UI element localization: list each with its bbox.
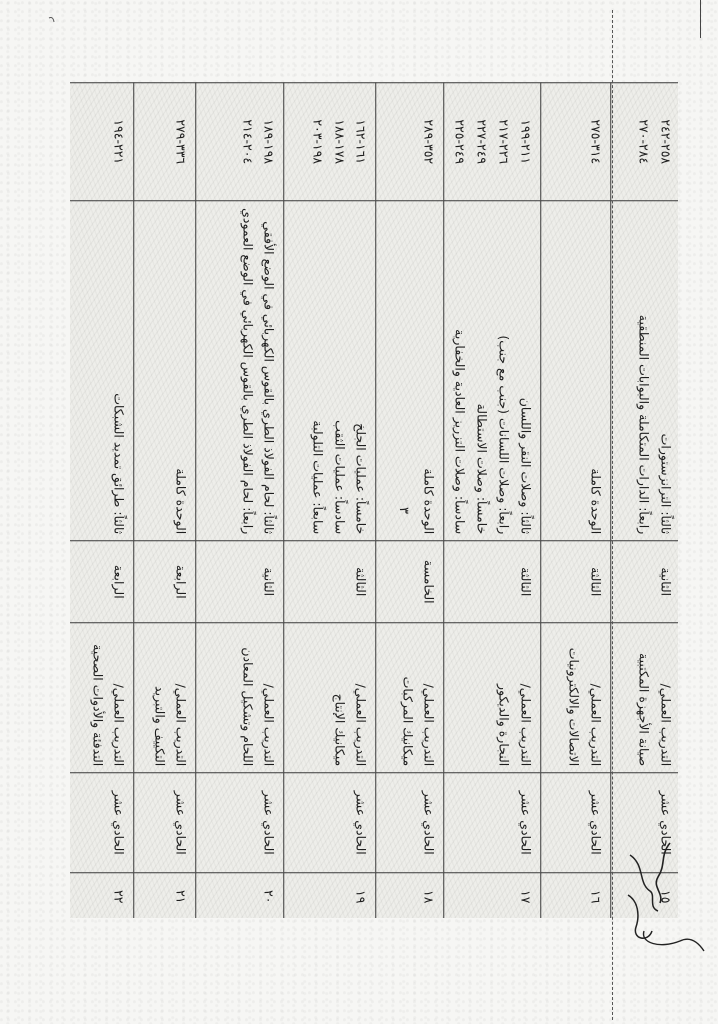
topics-cell-line: ثالثاً: وصلات النقر واللسان (518, 397, 534, 535)
topics-cell-line: سادساً: وصلات التزريز العادية والخفارية (452, 329, 468, 535)
row-number: ٢١ (134, 873, 196, 918)
subject-cell (611, 623, 678, 773)
topics-cell (611, 201, 678, 541)
topics-cell (444, 201, 541, 541)
subject-cell (196, 623, 284, 773)
topics-cell (376, 201, 444, 541)
topics-cell (196, 201, 284, 541)
handwritten-signature (600, 835, 710, 955)
subject-cell-line: ميكانيك الإنتاج (331, 693, 347, 767)
subject-cell-line: النجارة والديكور (496, 684, 512, 767)
topics-cell-line: رابعاً: لحام الفولاذ الطري بالقوس الكهربائي في الوضع العمودي (239, 208, 255, 535)
subject-cell-line: التدريب العملي/ (658, 683, 674, 767)
topics-cell-line: رابعاً: الدارات المتكاملة والبوابات المنطقية (636, 314, 652, 535)
table-row (611, 83, 678, 918)
subject-cell-line: التدريب العملي/ (588, 683, 604, 767)
pages-cell (134, 83, 196, 201)
grade-cell: الحادي عشر (134, 773, 196, 873)
subject-cell-line: التدفئة والأدوات الصحية (89, 644, 105, 767)
pages-cell (376, 83, 444, 201)
subject-cell-line: اللحام وتشكيل المعادن (239, 647, 255, 767)
pages-cell-line: ٣٣٦-٢٧٩ (173, 119, 189, 165)
subject-cell (541, 623, 611, 773)
stray-pen-mark (45, 12, 65, 32)
subject-cell-line: التدريب العملي/ (353, 683, 369, 767)
page-number: ٣ (395, 507, 411, 514)
subject-cell-line: التكييف والتبريد (151, 686, 167, 767)
topics-cell-line: ثالثاً: طرائق تمديد الشبكات (111, 393, 127, 535)
subject-cell-line: ميكانيك المركبات (399, 676, 415, 767)
row-number: ١٩ (284, 873, 376, 918)
unit-cell: الثالثة (284, 541, 376, 623)
edge-mark (700, 0, 701, 38)
subject-cell (444, 623, 541, 773)
pages-cell-line: ٢٢١-١٩٤ (111, 119, 127, 165)
table-body (70, 83, 678, 918)
pages-cell-line: ٢١١-١٩٩ (518, 119, 534, 165)
topics-cell-line: سادساً: عمليات الثقب (331, 420, 347, 535)
subject-cell-line: التدريب العملي/ (518, 683, 534, 767)
topics-cell-line: ثالثاً: لحام الفولاذ الطري بالقوس الكهربائي في الوضع الأفقي (261, 221, 277, 535)
subject-cell (134, 623, 196, 773)
topics-cell (70, 201, 134, 541)
pages-cell-line: ٣١٤-٢٧٥ (588, 119, 604, 165)
topics-cell-line: الوحدة كاملة (173, 468, 189, 535)
subject-cell (284, 623, 376, 773)
grade-cell: الحادي عشر (541, 773, 611, 873)
grade-cell: الحادي عشر (376, 773, 444, 873)
unit-cell: الثالثة (541, 541, 611, 623)
grade-cell: الحادي عشر (444, 773, 541, 873)
pages-cell-line: ١٦١-١٦٢ (353, 119, 369, 165)
subject-cell-line: التدريب العملي/ (421, 683, 437, 767)
pages-cell (196, 83, 284, 201)
row-number: ٢٢ (70, 873, 134, 918)
subject-cell-line: التدريب العملي/ (111, 683, 127, 767)
subject-cell-line: الاتصالات والالكترونيات (566, 647, 582, 767)
curriculum-table (70, 82, 678, 918)
topics-cell (284, 201, 376, 541)
topics-cell-line: سابعاً: عمليات التلولبة (310, 420, 325, 535)
grade-cell: الحادي عشر (196, 773, 284, 873)
pages-cell-line: ٢٨٤-٢٧٠ (636, 119, 652, 165)
pages-cell (611, 83, 678, 201)
table-row (284, 83, 376, 918)
pages-cell (444, 83, 541, 201)
pages-cell (541, 83, 611, 201)
pages-cell-line: ١٩٨-٢٠٣ (310, 119, 325, 165)
pages-cell-line: ١٧٨-١٨٨ (331, 119, 347, 165)
table-row (134, 83, 196, 918)
unit-cell: الرابعة (70, 541, 134, 623)
subject-cell-line: التدريب العملي/ (261, 683, 277, 767)
grade-cell: الحادي عشر (70, 773, 134, 873)
row-number: ١٦ (541, 873, 611, 918)
grade-cell: الحادي عشر (611, 773, 678, 873)
pages-cell (70, 83, 134, 201)
topics-cell (541, 201, 611, 541)
table-sheet (70, 80, 678, 918)
topics-cell-line: رابعاً: وصلات اللسانات (جنب مع جنب) (496, 335, 512, 535)
table-row (541, 83, 611, 918)
unit-cell: الخامسة (376, 541, 444, 623)
row-number: ٢٠ (196, 873, 284, 918)
table-row (70, 83, 134, 918)
row-number: ١٨ (376, 873, 444, 918)
pages-cell-line: ١٩٨-١٨٩ (261, 119, 277, 165)
pages-cell (284, 83, 376, 201)
pages-cell-line: ٢٥٨-٢٤٢ (658, 119, 674, 165)
topics-cell (134, 201, 196, 541)
topics-cell-line: الوحدة كاملة (588, 468, 604, 535)
row-number: ١٧ (444, 873, 541, 918)
subject-cell (70, 623, 134, 773)
subject-cell-line: التدريب العملي/ (173, 683, 189, 767)
topics-cell-line: ثالثاً: الترانزستورات (658, 433, 674, 535)
unit-cell: الثانية (196, 541, 284, 623)
topics-cell-line: خامساً: وصلات الاستطالة (474, 403, 490, 535)
topics-cell-line: الوحدة كاملة (421, 468, 437, 535)
unit-cell: الرابعة (134, 541, 196, 623)
unit-cell: الثالثة (444, 541, 541, 623)
table-row (376, 83, 444, 918)
topics-cell-line: خامساً: عمليات الجلخ (353, 423, 369, 535)
unit-cell: الثانية (611, 541, 678, 623)
table-row (196, 83, 284, 918)
pages-cell-line: ٢٤٩-٢٢٧ (474, 119, 490, 165)
subject-cell (376, 623, 444, 773)
pages-cell-line: ٢٤٩-٢٢٥ (452, 119, 468, 165)
grade-cell: الحادي عشر (284, 773, 376, 873)
pages-cell-line: ٣٥٢-٢٨٩ (421, 119, 437, 165)
pages-cell-line: ٢٠٤-٢١٤ (239, 119, 255, 165)
table-row (444, 83, 541, 918)
pages-cell-line: ٢٢٦-٢١٧ (496, 119, 512, 165)
subject-cell-line: صيانة الأجهزة المكتبية (636, 652, 652, 767)
row-number: ١٥ (611, 873, 678, 918)
